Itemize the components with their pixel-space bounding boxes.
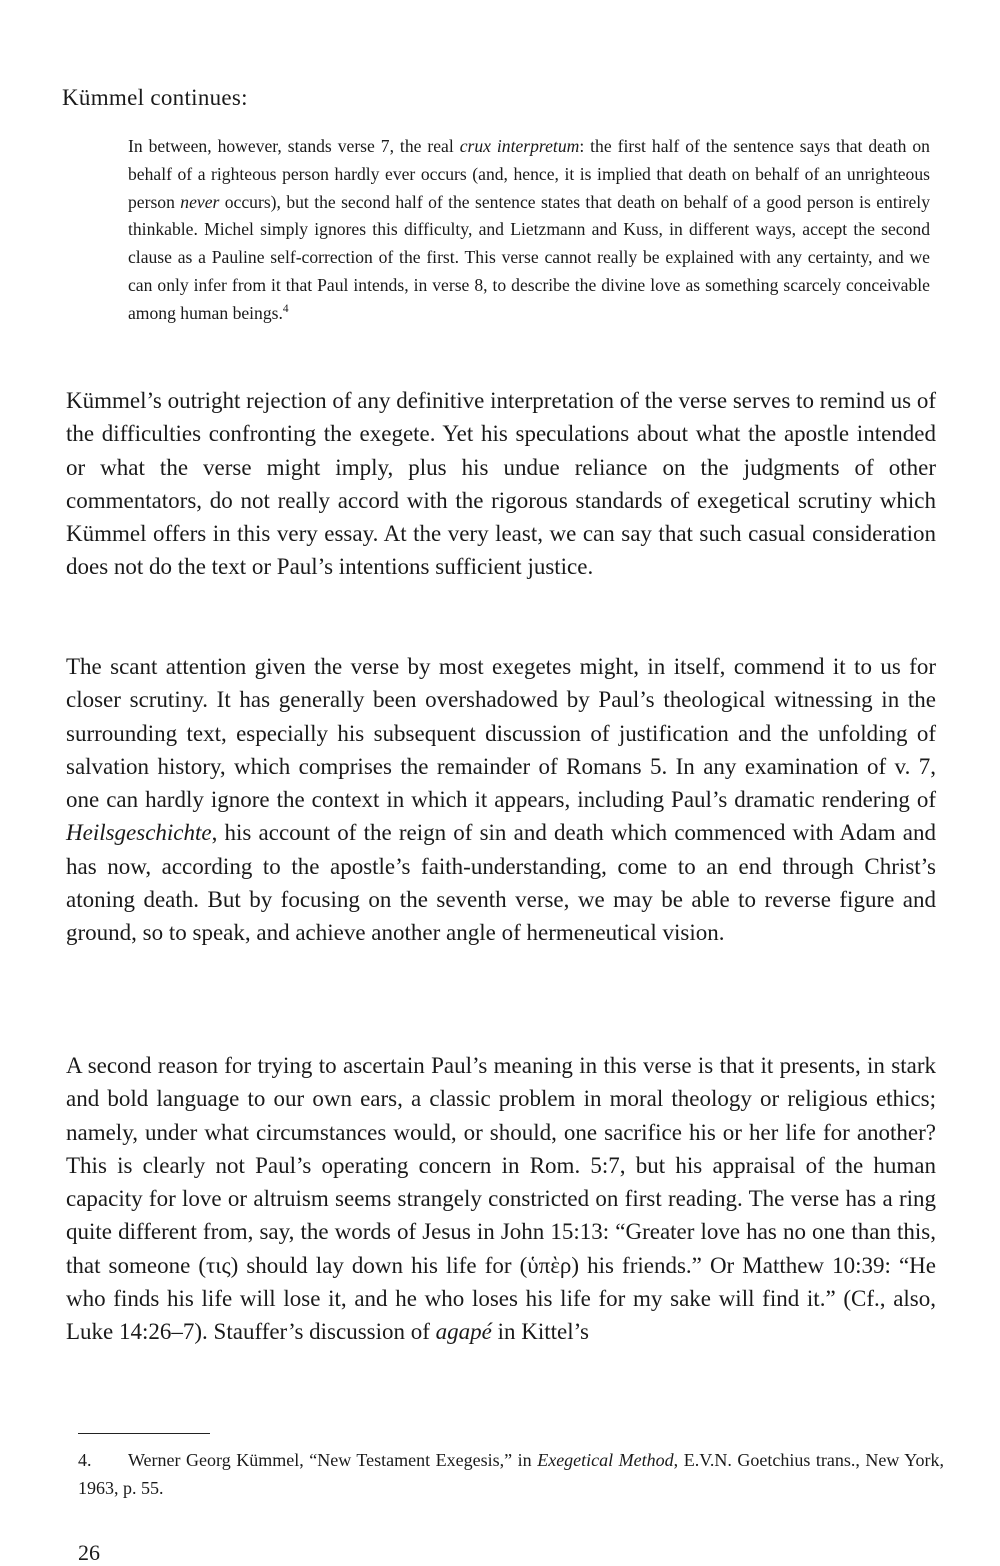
footnote <box>78 1446 944 1502</box>
page-number: 26 <box>78 1540 100 1565</box>
block-quote-italic-term: crux interpretum <box>459 136 580 156</box>
footnote-number: 4. <box>78 1450 92 1470</box>
block-quote <box>128 133 930 328</box>
paragraph-italic-term: agapé <box>435 1319 492 1345</box>
body-paragraph-2 <box>66 650 936 950</box>
paragraph-text: A second reason for trying to ascertain Paul’s meaning in this verse is that it presents, in stark and bold language to our own ears, a classic problem in moral theology or religious ethics; namely, under what circumstances would, or should, one sacrifice his or her life for another? This is clearly not Paul’s operating concern in Rom. 5:7, but his appraisal of the human capacity for love or altruism seems strangely constricted on first reading. The verse has a ring quite different from, say, the words of Jesus in John 15:13: “Greater love has no one than this, that someone (τις) should lay down his life for (ὑπὲρ) his friends.” Or Matthew 10:39: “He who finds his life will lose it, and he who loses his life for my sake will find it.” (Cf., also, Luke 14:26–7). Stauffer’s discussion of <box>66 1053 936 1345</box>
footnote-reference[interactable]: 4 <box>282 302 289 315</box>
footnote-text: , E.V.N. Goetchius trans., New York, 1963, p. 55. <box>78 1450 944 1498</box>
paragraph-text: in Kittel’s <box>491 1319 590 1345</box>
block-quote-text: In between, however, stands verse 7, the real <box>128 136 460 156</box>
footnote-divider <box>78 1433 210 1434</box>
paragraph-text: The scant attention given the verse by most exegetes might, in itself, commend it to us for closer scrutiny. It has generally been overshadowed by Paul’s theological witnessing in the surrounding text, especially his subsequent discussion of justification and the unfolding of salvation history, which comprises the remainder of Romans 5. In any examination of v. 7, one can hardly ignore the context in which it appears, including Paul’s dramatic rendering of <box>66 654 936 813</box>
block-quote-text: : the first half of the sentence says that death on behalf of a righteous person hardly ever occurs (and, hence, it is implied that death on behalf of an unrighteous person <box>128 136 930 212</box>
footnote-italic-title: Exegetical Method <box>537 1450 674 1470</box>
footnote-text: Werner Georg Kümmel, “New Testament Exegesis,” in <box>128 1450 538 1470</box>
block-quote-italic-word: never <box>180 191 220 212</box>
body-paragraph-3 <box>66 1049 936 1349</box>
intro-line: Kümmel continues: <box>62 85 248 110</box>
block-quote-text: occurs), but the second half of the sentence states that death on behalf of a good person is entirely thinkable. Michel simply ignores this difficulty, and Lietzmann and Kuss, in different ways, accept the second clause as a Pauline self-correction of the first. This verse cannot really be explained with any certainty, and we can only infer from it that Paul intends, in verse 8, to describe the divine love as something scarcely conceivable among human beings. <box>128 191 930 323</box>
body-paragraph-1: Kümmel’s outright rejection of any definitive interpretation of the verse serves to remind us of the difficulties confronting the exegete. Yet his speculations about what the apostle intended or what the verse might imply, plus his undue reliance on the judgments of other commentators, do not really accord with the rigorous standards of exegetical scrutiny which Kümmel offers in this very essay. At the very least, we can say that such casual consideration does not do the text or Paul’s intentions sufficient justice. <box>66 388 936 580</box>
paragraph-text: , his account of the reign of sin and death which commenced with Adam and has now, according to the apostle’s faith-understanding, come to an end through Christ’s atoning death. But by focusing on the seventh verse, we may be able to reverse figure and ground, so to speak, and achieve another angle of hermeneutical vision. <box>66 820 936 946</box>
paragraph-italic-term: Heilsgeschichte <box>66 820 212 846</box>
